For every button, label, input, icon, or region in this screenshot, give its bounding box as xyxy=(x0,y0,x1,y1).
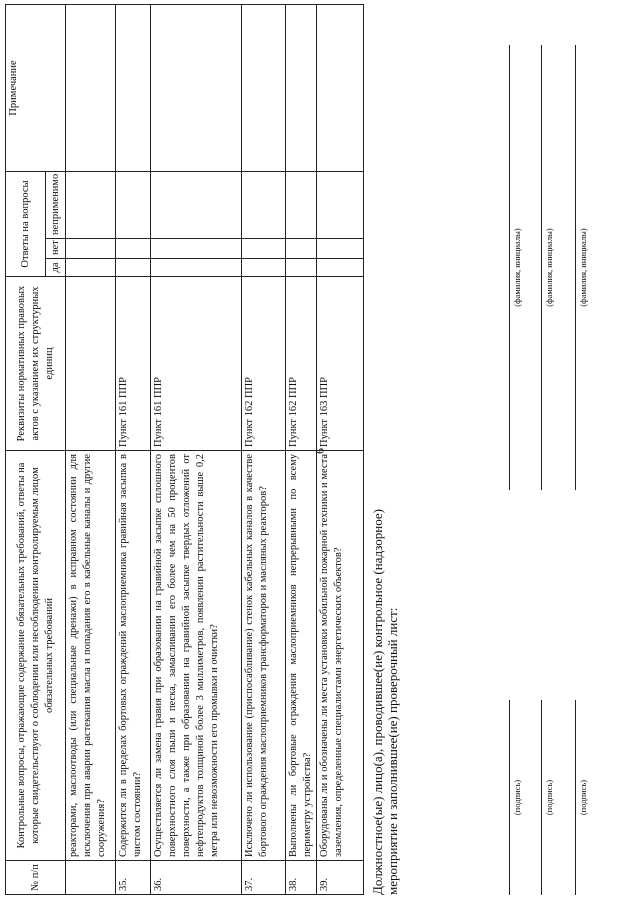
name-caption-2: (фамилия, инициалы) xyxy=(544,228,554,307)
header-note: Примечание xyxy=(6,4,66,171)
rotated-page-content xyxy=(5,5,640,895)
answer-na-cell[interactable] xyxy=(317,171,364,238)
answer-yes-cell[interactable] xyxy=(116,259,151,277)
signatures-block xyxy=(370,5,635,895)
answer-no-cell[interactable] xyxy=(317,239,364,259)
name-caption-1: (фамилия, инициалы) xyxy=(512,228,522,307)
checklist-table xyxy=(5,4,364,895)
signature-line-2[interactable] xyxy=(541,700,542,895)
header-answers: Ответы на вопросы xyxy=(6,171,46,276)
answer-no-cell[interactable] xyxy=(242,239,286,259)
signature-line-1[interactable] xyxy=(509,700,510,895)
header-yes: да xyxy=(46,259,66,277)
row-requisite xyxy=(66,277,116,451)
table-row xyxy=(242,4,286,894)
row-requisite: Пункт 162 ППР xyxy=(242,277,286,451)
answer-na-cell[interactable] xyxy=(116,171,151,238)
answer-yes-cell[interactable] xyxy=(66,259,116,277)
row-requisite: Пункт 162 ППР xyxy=(286,277,317,451)
answer-yes-cell[interactable] xyxy=(151,259,242,277)
name-line-1[interactable] xyxy=(509,45,510,490)
answer-na-cell[interactable] xyxy=(286,171,317,238)
row-question: Выполнены ли бортовые ограждения маслоприемников непрерывными по всему периметру устройства? xyxy=(286,451,317,861)
header-question: Контрольные вопросы, отражающие содержание обязательных требований, ответы на которые свидетельствуют о соблюдении или несоблюдении контролируемым лицом обязательных требований xyxy=(6,451,66,861)
row-question: Осуществляется ли замена гравия при образовании на гравийной засыпке сплошного поверхностного слоя пыли и песка, замасливании его более чем на 50 процентов поверхности, а также при образовании на гравийной засыпке твердых отложений от нефтепродуктов толщиной более 3 миллиметров, появлении растительности выше 0,2 метра или невозможности его промывки и очистки? xyxy=(151,451,242,861)
row-number: 39. xyxy=(317,861,364,895)
answer-yes-cell[interactable] xyxy=(317,259,364,277)
signature-caption-1: (подпись) xyxy=(512,779,522,816)
name-caption-3: (фамилия, инициалы) xyxy=(578,228,588,307)
note-cell[interactable] xyxy=(151,4,242,171)
row-requisite: Пункт 161 ППР xyxy=(116,277,151,451)
note-cell[interactable] xyxy=(286,4,317,171)
name-line-3[interactable] xyxy=(575,45,576,490)
signature-caption-3: (подпись) xyxy=(578,779,588,816)
header-no: нет xyxy=(46,239,66,259)
answer-no-cell[interactable] xyxy=(151,239,242,259)
signature-caption-2: (подпись) xyxy=(544,779,554,816)
signature-line-3[interactable] xyxy=(575,700,576,895)
row-requisite: Пункт 161 ППР xyxy=(151,277,242,451)
answer-na-cell[interactable] xyxy=(66,171,116,238)
name-line-2[interactable] xyxy=(541,45,542,490)
row-question: Содержится ли в пределах бортовых ограждений маслоприемника гравийная засыпка в чистом состоянии? xyxy=(116,451,151,861)
row-number: 36. xyxy=(151,861,242,895)
row-number: 38. xyxy=(286,861,317,895)
table-row xyxy=(151,4,242,894)
answer-na-cell[interactable] xyxy=(151,171,242,238)
answer-yes-cell[interactable] xyxy=(242,259,286,277)
table-row xyxy=(66,4,116,894)
answer-no-cell[interactable] xyxy=(116,239,151,259)
note-cell[interactable] xyxy=(317,4,364,171)
row-number: 35. xyxy=(116,861,151,895)
answer-na-cell[interactable] xyxy=(242,171,286,238)
row-number xyxy=(66,861,116,895)
answer-no-cell[interactable] xyxy=(286,239,317,259)
row-question: Оборудованы ли и обозначены ли места установки мобильной пожарной техники и места заземления, определенные специалистами энергетических объектов? xyxy=(317,451,364,861)
table-row xyxy=(317,4,364,894)
row-number: 37. xyxy=(242,861,286,895)
answer-no-cell[interactable] xyxy=(66,239,116,259)
table-row xyxy=(116,4,151,894)
header-number: № п/п xyxy=(6,861,66,895)
header-not-applicable: неприменимо xyxy=(46,171,66,238)
header-requisites: Реквизиты нормативных правовых актов с указанием их структурных единиц xyxy=(6,277,66,451)
row-requisite: Пункт 163 ППР xyxy=(317,277,364,451)
signatures-title: Должностное(ые) лицо(а), проводившее(ие) контрольное (надзорное) мероприятие и заполнившее(ие) проверочный лист: xyxy=(370,509,400,895)
row-question: реакторами, маслоотводы (или специальные дренажи) в исправном состоянии для исключения при аварии растекания масла и попадания его в кабельные каналы и другие сооружения? xyxy=(66,451,116,861)
table-row xyxy=(286,4,317,894)
answer-yes-cell[interactable] xyxy=(286,259,317,277)
note-cell[interactable] xyxy=(116,4,151,171)
row-question: Исключено ли использование (приспосабливание) стенок кабельных каналов в качестве бортового ограждения маслоприемников трансформаторов и масляных реакторов? xyxy=(242,451,286,861)
note-cell[interactable] xyxy=(66,4,116,171)
page-number: 6 xyxy=(312,448,327,454)
note-cell[interactable] xyxy=(242,4,286,171)
